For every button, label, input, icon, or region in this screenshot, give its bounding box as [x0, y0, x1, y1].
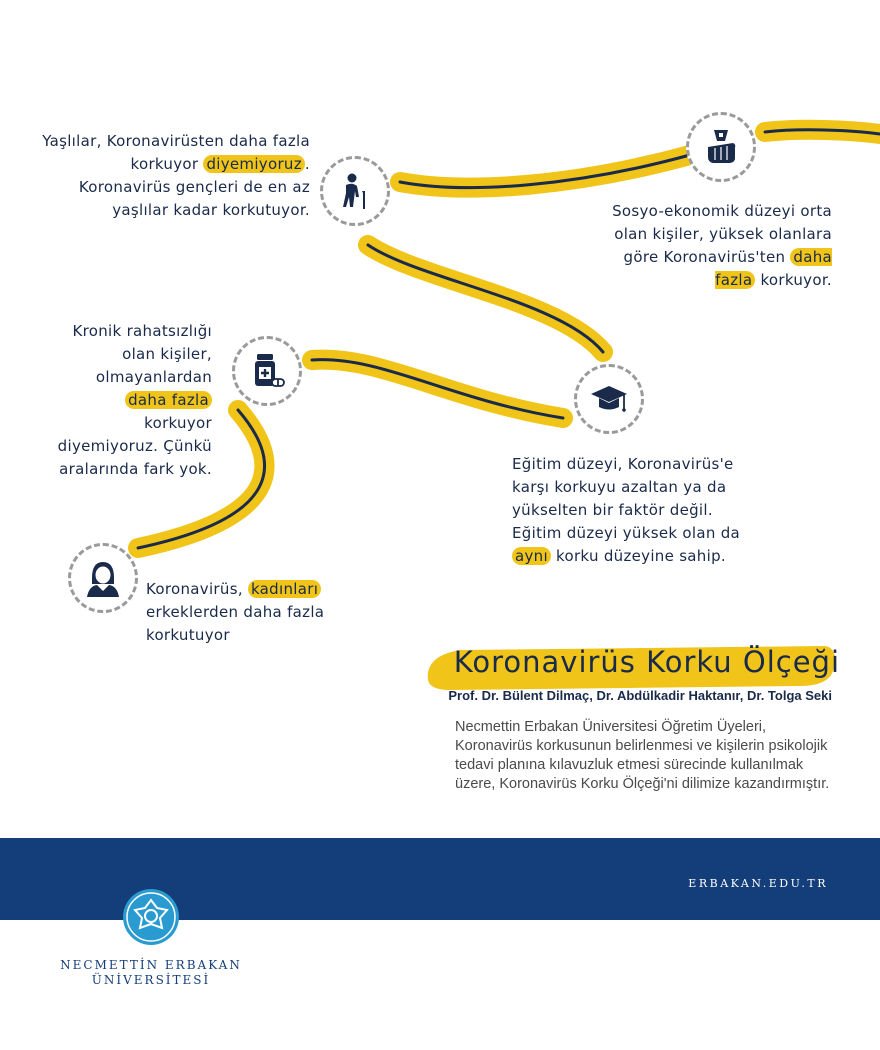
socioeconomic-highlight: daha fazla [715, 248, 832, 289]
chronic-highlight: daha fazla [125, 391, 212, 409]
women-statement [146, 578, 361, 647]
authors-line: Prof. Dr. Bülent Dilmaç, Dr. Abdülkadir Haktanır, Dr. Tolga Seki [448, 688, 832, 703]
scale-title-area [420, 640, 840, 692]
chronic-text-before: Kronik rahatsızlığı olan kişiler, olmayanlardan [72, 322, 212, 386]
medicine-bottle-icon [247, 351, 287, 391]
university-logo [122, 888, 180, 946]
chronic-icon-circle [232, 336, 302, 406]
elderly-icon-circle [320, 156, 390, 226]
women-text-before: Koronavirüs, [146, 580, 248, 598]
education-text-after: korku düzeyine sahip. [550, 547, 726, 565]
education-text-before: Eğitim düzeyi, Koronavirüs'e karşı korkuyu azaltan ya da yükselten bir faktör değil. Eğitim düzeyi yüksek olan da [512, 455, 741, 542]
scale-title: Koronavirüs Korku Ölçeği [453, 645, 840, 679]
women-highlight: kadınları [248, 580, 321, 598]
university-name-line1: NECMETTİN ERBAKAN [60, 958, 242, 972]
women-icon-circle [68, 543, 138, 613]
socioeconomic-icon-circle [686, 112, 756, 182]
education-highlight: aynı [512, 547, 551, 565]
elderly-person-icon [335, 171, 375, 211]
education-icon-circle [574, 364, 644, 434]
women-text-after: erkeklerden daha fazla korkutuyor [146, 603, 325, 644]
socioeconomic-text-before: Sosyo-ekonomik düzeyi orta olan kişiler, yüksek olanlara göre Koronavirüs'ten [612, 202, 832, 266]
woman-icon [83, 558, 123, 598]
chronic-statement [55, 320, 212, 481]
elderly-text-before: Yaşlılar, Koronavirüsten daha fazla korkuyor [42, 132, 310, 173]
socioeconomic-text-after: korkuyor. [755, 271, 832, 289]
website-link[interactable]: ERBAKAN.EDU.TR [688, 877, 828, 890]
university-name-line2: ÜNİVERSİTESİ [91, 973, 211, 987]
money-fist-icon [701, 127, 741, 167]
university-name [50, 958, 252, 988]
elderly-statement [40, 130, 310, 222]
elderly-highlight: diyemiyoruz [203, 155, 304, 173]
scale-description: Necmettin Erbakan Üniversitesi Öğretim Üyeleri, Koronavirüs korkusunun belirlenmesi ve kişilerin psikolojik tedavi planına kılavuzluk etmesi sürecinde kullanılmak üzere, Koronavirüs Korku Ölçeği'ni dilimize kazandırmıştır. [455, 719, 830, 792]
graduation-cap-icon [589, 379, 629, 419]
chronic-text-after: korkuyor diyemiyoruz. Çünkü aralarında fark yok. [57, 414, 212, 478]
socioeconomic-statement [600, 200, 832, 292]
elderly-text-after: . Koronavirüs gençleri de en az yaşlılar kadar korkutuyor. [78, 155, 310, 219]
education-statement [512, 453, 762, 568]
